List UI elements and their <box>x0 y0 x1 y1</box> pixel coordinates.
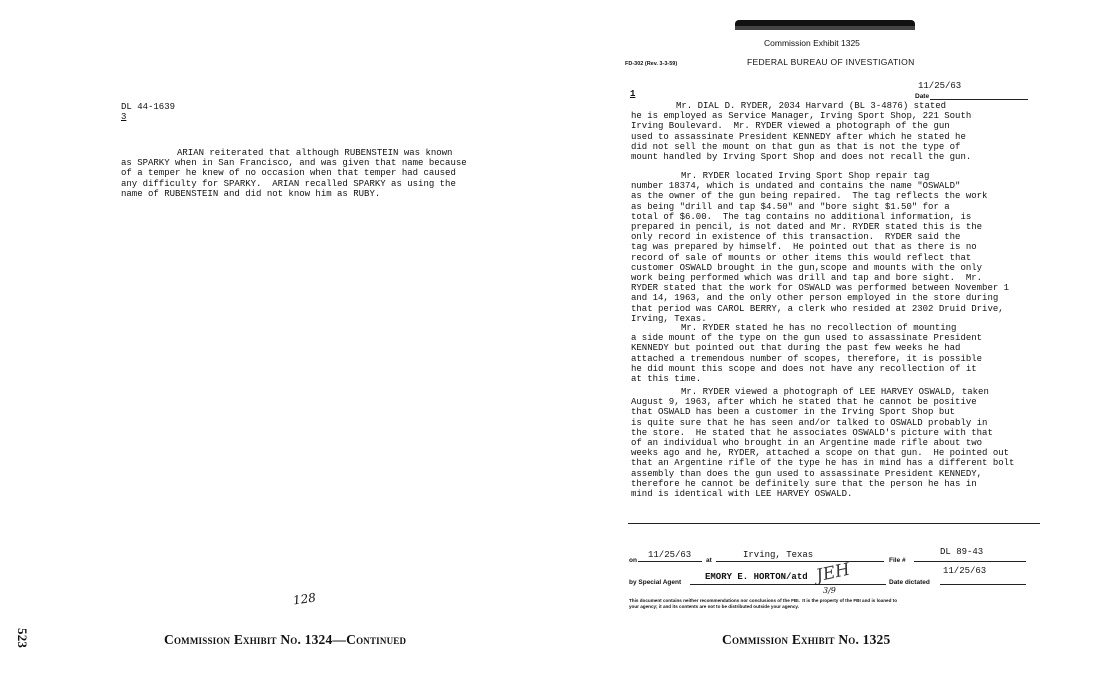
agency-name: FEDERAL BUREAU OF INVESTIGATION <box>747 57 915 67</box>
on-rule <box>638 561 702 562</box>
left-file-reference: DL 44-1639 <box>121 102 176 112</box>
right-exhibit-caption <box>722 632 890 648</box>
at-label: at <box>706 557 712 564</box>
interview-date: 11/25/63 <box>648 550 692 560</box>
header-strip-shadow <box>735 26 915 30</box>
date-label: Date <box>915 93 930 100</box>
date-dictated: 11/25/63 <box>943 566 987 576</box>
report-paragraph-2: Mr. RYDER located Irving Sport Shop repair tag number 18374, which is undated and contains the name "OSWALD" as the owner of the gun being repaired. The tag reflects the work as being "drill and tap $4.50" and "bore sight $1.50" for a total of $6.00. The tag contains no additional information, is prepared in pencil, is not dated and Mr. RYDER stated this is the only record in existence of this transaction. RYDER said the tag was prepared by himself. He pointed out that as there is no record of sale of mounts or other items this would reflect that customer OSWALD brought in the gun,scope and mounts with the only work being performed which was drill and tap and bore sight. Mr. RYDER stated that the work for OSWALD was performed between November 1 and 14, 1963, and the only other person employed in the store during that period was CAROL BERRY, a clerk who resided at 2302 Druid Drive, Irving, Texas. <box>631 171 1010 324</box>
form-number: FD-302 (Rev. 3-3-59) <box>625 61 678 67</box>
report-paragraph-3: Mr. RYDER stated he has no recollection of mounting a side mount of the type on the gun used to assassinate President KENNEDY but pointed out that during the past few weeks he had attached a tremendous number of scopes, therefore, it is possible he did mount this scope and does not have any recollection of it at this time. <box>631 323 983 385</box>
date-rule <box>930 99 1028 100</box>
interview-place: Irving, Texas <box>743 550 814 560</box>
handwritten-page-number: 128 <box>292 590 317 608</box>
signature-mark: JEH <box>814 559 852 587</box>
file-number: DL 89-43 <box>940 547 984 557</box>
report-paragraph-1: Mr. DIAL D. RYDER, 2034 Harvard (BL 3-4876) stated he is employed as Service Manager, Irving Sport Shop, 221 South Irving Boulevard. Mr. RYDER viewed a photograph of the gun used to assassinate President KENNEDY after which he stated he did not sell the mount on that gun as that is not the type of mount handled by Irving Sport Shop and does not recall the gun. <box>631 101 972 163</box>
footer-top-rule <box>628 523 1040 524</box>
by-special-agent-label: by Special Agent <box>629 579 682 586</box>
left-page-number: 3 <box>121 112 127 122</box>
agent-name: EMORY E. HORTON/atd <box>705 572 808 582</box>
left-body-paragraph: ARIAN reiterated that although RUBENSTEIN was known as SPARKY when in San Francisco, and was given that name because of a temper he knew of no occasion when that temper had caused any difficulty for SPARKY. ARIAN recalled SPARKY as using the name of RUBENSTEIN and did not know him as RUBY. <box>121 148 467 199</box>
date-dictated-rule <box>940 584 1026 585</box>
side-page-number: 523 <box>15 628 30 649</box>
agent-rule <box>690 584 886 585</box>
right-page-number: 1 <box>630 89 636 99</box>
date-dictated-label: Date dictated <box>889 579 930 586</box>
left-exhibit-caption <box>164 632 406 648</box>
left-caption-text: Commission Exhibit No. 1324—Continued <box>164 632 407 647</box>
header-exhibit-title: Commission Exhibit 1325 <box>764 38 860 48</box>
right-caption-text: Commission Exhibit No. 1325 <box>722 632 891 647</box>
on-label: on <box>629 557 637 564</box>
file-rule <box>914 561 1026 562</box>
initials-mark: 3/9 <box>823 586 836 595</box>
at-rule <box>716 561 884 562</box>
fbi-disclaimer: This document contains neither recommendations nor conclusions of the FBI. It is the property of the FBI and is loaned to your agency; it and its contents are not to be distributed outside your agency. <box>629 598 897 609</box>
report-paragraph-4: Mr. RYDER viewed a photograph of LEE HARVEY OSWALD, taken August 9, 1963, after which he stated that he cannot be positive that OSWALD has been a customer in the Irving Sport Shop but is quite sure that he has seen and/or talked to OSWALD probably in the store. He stated that he associates OSWALD's picture with that of an individual who brought in an Argentine made rifle about two weeks ago and he, RYDER, attached a scope on that gun. He pointed out that an Argentine rifle of the type he has in mind has a different bolt assembly than does the gun used to assassinate President KENNEDY, therefore he cannot be definitely sure that the person he has in mind is identical with LEE HARVEY OSWALD. <box>631 387 1015 500</box>
file-label: File # <box>889 557 906 564</box>
report-date: 11/25/63 <box>918 81 962 91</box>
